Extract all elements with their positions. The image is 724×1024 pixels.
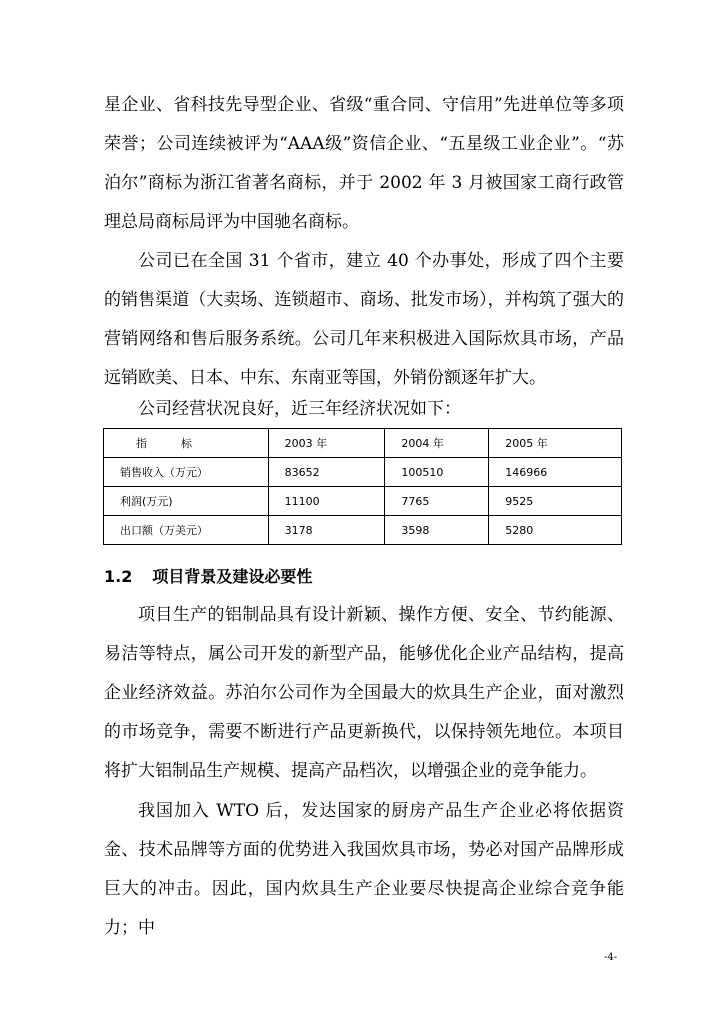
section-heading — [104, 564, 312, 587]
table-row — [104, 516, 622, 545]
section-number: 1.2 — [104, 567, 133, 586]
table-cell: 11100 — [268, 487, 385, 516]
table-cell: 出口额（万美元） — [104, 516, 269, 545]
table-cell: 3598 — [385, 516, 489, 545]
table-cell: 3178 — [268, 516, 385, 545]
table-header-cell: 2005 年 — [489, 429, 622, 458]
section-title: 项目背景及建设必要性 — [152, 567, 313, 586]
paragraph-table-intro: 公司经营状况良好，近三年经济状况如下： — [138, 399, 461, 419]
table-cell: 146966 — [489, 458, 622, 487]
table-header-cell: 2003 年 — [268, 429, 385, 458]
table-row — [104, 458, 622, 487]
paragraph-project-background: 项目生产的铝制品具有设计新颖、操作方便、安全、节约能源、易洁等特点，属公司开发的新型产品，能够优化企业产品结构，提高企业经济效益。苏泊尔公司作为全国最大的炊具生产企业，面对激烈的市场竞争，需要不断进行产品更新换代，以保持领先地位。本项目将扩大铝制品生产规模、提高产品档次，以增强企业的竞争能力。 — [104, 605, 624, 781]
page-number: -4- — [604, 952, 618, 963]
table-cell: 利润(万元) — [104, 487, 269, 516]
paragraph-wto-impact: 我国加入 WTO 后，发达国家的厨房产品生产企业必将依据资金、技术品牌等方面的优势进入我国炊具市场，势必对国产品牌形成巨大的冲击。因此，国内炊具生产企业要尽快提高企业综合竞争能力；中 — [104, 801, 624, 938]
table-cell: 5280 — [489, 516, 622, 545]
table-header-row — [104, 429, 622, 458]
financial-table — [103, 428, 622, 545]
table-cell: 100510 — [385, 458, 489, 487]
table-cell: 83652 — [268, 458, 385, 487]
table-cell: 7765 — [385, 487, 489, 516]
paragraph-sales-network: 公司已在全国 31 个省市，建立 40 个办事处，形成了四个主要的销售渠道（大卖场、连锁超市、商场、批发市场），并构筑了强大的营销网络和售后服务系统。公司几年来积极进入国际炊具市场，产品远销欧美、日本、中东、东南亚等国，外销份额逐年扩大。 — [104, 251, 624, 388]
table-cell: 9525 — [489, 487, 622, 516]
paragraph-company-honors: 星企业、省科技先导型企业、省级“重合同、守信用”先进单位等多项荣誉；公司连续被评为“AAA级”资信企业、“五星级工业企业”。“苏泊尔”商标为浙江省著名商标，并于 2002 年 3 月被国家工商行政管理总局商标局评为中国驰名商标。 — [104, 95, 624, 232]
table-cell: 销售收入（万元） — [104, 458, 269, 487]
table-header-cell: 指标 — [104, 429, 269, 458]
table-row — [104, 487, 622, 516]
table-header-cell: 2004 年 — [385, 429, 489, 458]
